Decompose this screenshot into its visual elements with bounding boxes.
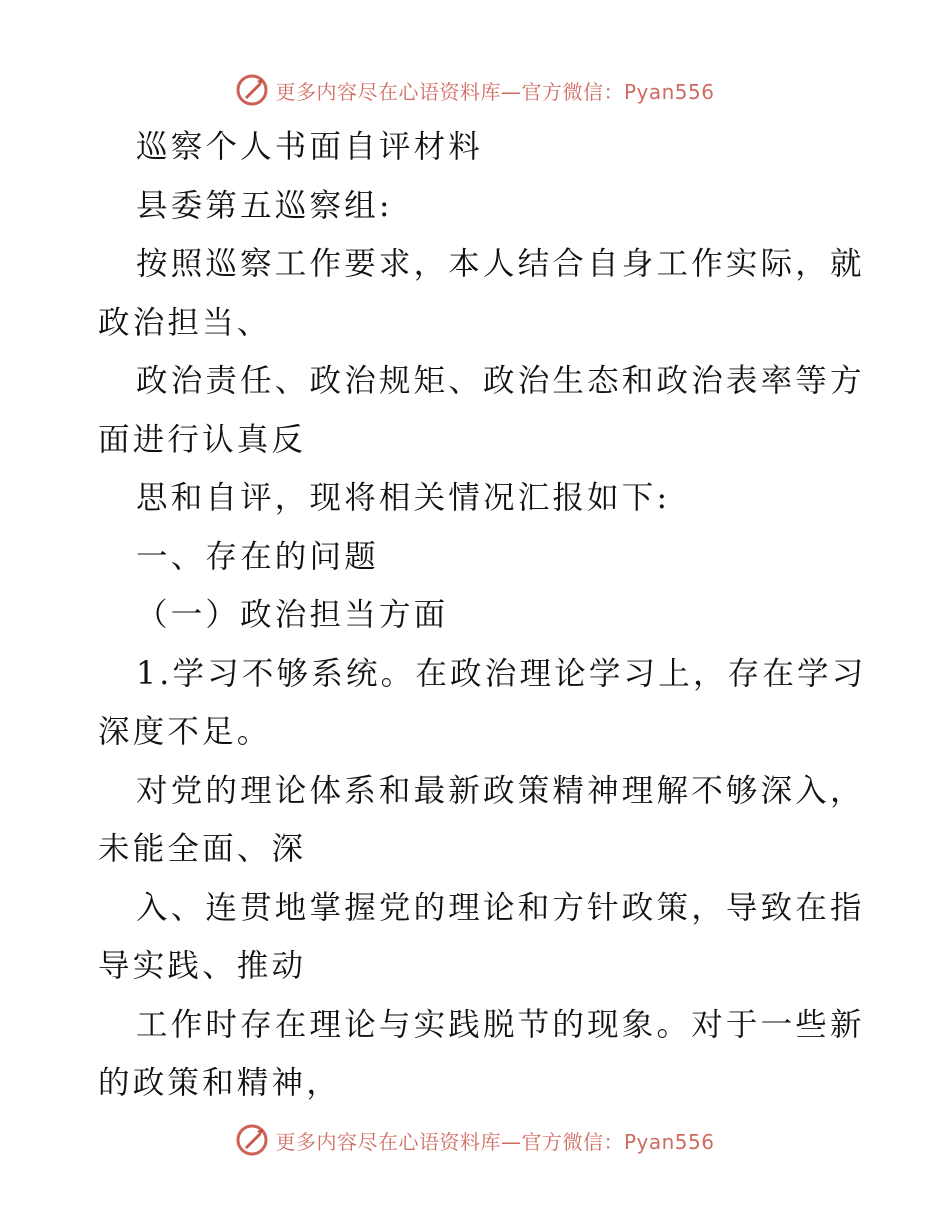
watermark-footer (0, 1120, 950, 1160)
text-line: 对党的理论体系和最新政策精神理解不够深入， (136, 772, 865, 809)
watermark-text: 更多内容尽在心语资料库—官方微信：Pyan556 (275, 79, 715, 104)
text-line: 面进行认真反 (98, 421, 307, 458)
text-line: 未能全面、深 (98, 831, 307, 867)
text-line: 1.学习不够系统。在政治理论学习上，存在学习 (136, 655, 867, 692)
text-line: 政治担当、 (98, 304, 272, 341)
text-line: 工作时存在理论与实践脱节的现象。对于一些新 (136, 1006, 865, 1043)
watermark-text: 更多内容尽在心语资料库—官方微信：Pyan556 (275, 1129, 715, 1154)
watermark-header (0, 70, 950, 110)
quill-logo-icon (235, 73, 269, 107)
text-line: （一）政治担当方面 (136, 597, 449, 633)
text-line: 按照巡察工作要求，本人结合自身工作实际，就 (136, 246, 865, 282)
text-line: 导实践、推动 (98, 948, 307, 984)
text-line: 的政策和精神， (98, 1065, 341, 1101)
text-line: 入、连贯地掌握党的理论和方针政策，导致在指 (136, 889, 865, 926)
text-line: 深度不足。 (98, 714, 272, 750)
text-line: 一、存在的问题 (136, 538, 379, 575)
quill-logo-icon (235, 1123, 269, 1157)
text-line: 县委第五巡察组: (136, 187, 393, 224)
text-line: 思和自评，现将相关情况汇报如下: (136, 480, 671, 516)
text-line: 巡察个人书面自评材料 (136, 129, 484, 165)
text-line: 政治责任、政治规矩、政治生态和政治表率等方 (136, 363, 865, 399)
document-body (98, 118, 867, 1113)
